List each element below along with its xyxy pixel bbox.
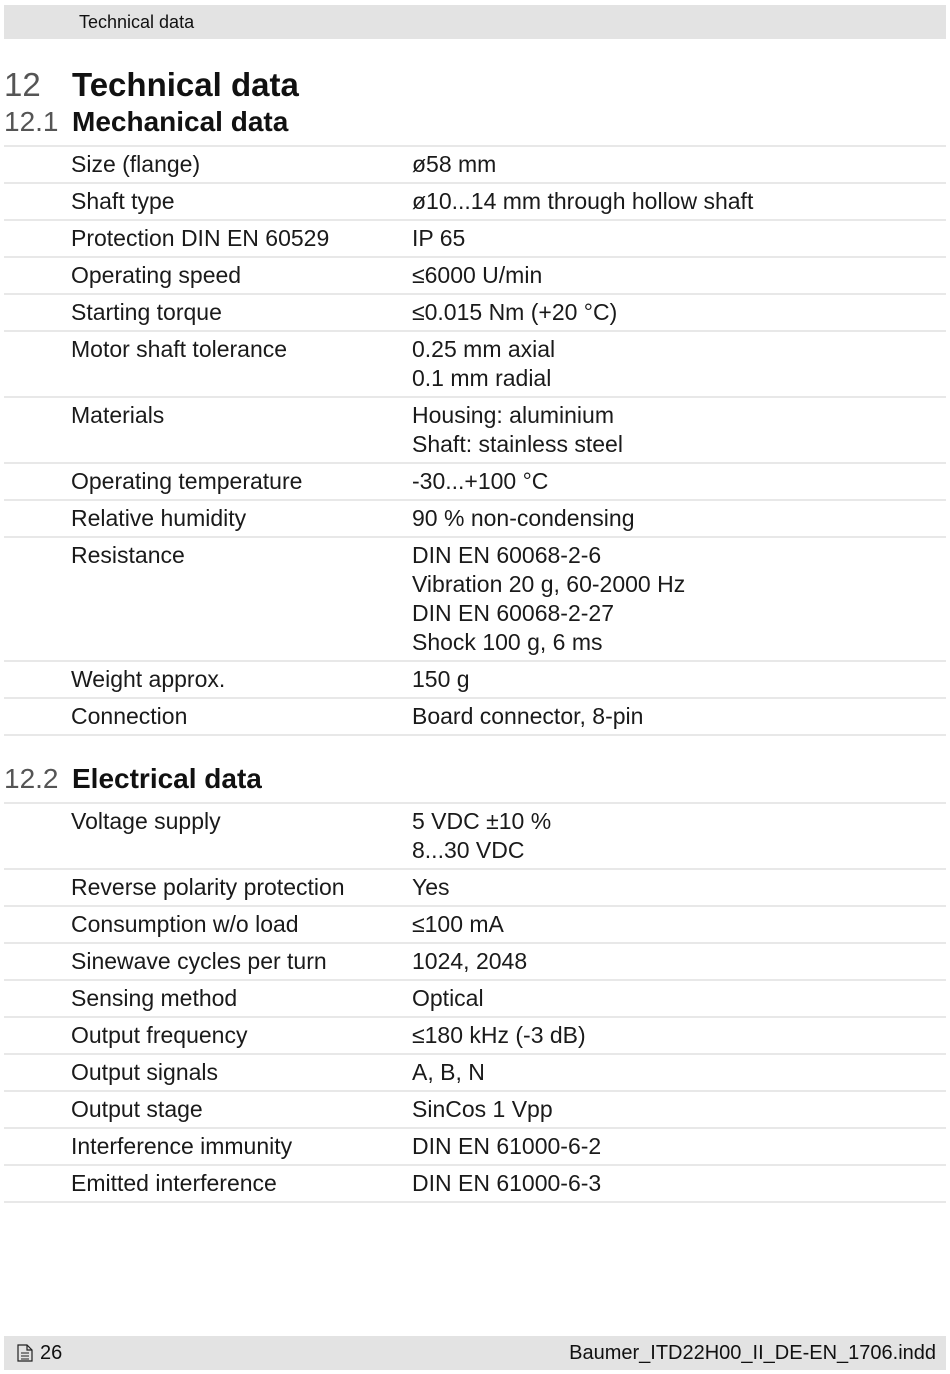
section-heading-electrical — [4, 763, 262, 795]
spec-value-line: 90 % non-condensing — [412, 505, 635, 531]
spec-value — [412, 1132, 946, 1161]
spec-value — [412, 541, 946, 657]
spec-label: Output frequency — [71, 1022, 248, 1048]
spec-value-line: DIN EN 60068-2-6 — [412, 542, 602, 568]
section-title: Electrical data — [72, 763, 262, 794]
spec-label: Voltage supply — [71, 808, 221, 834]
page-footer — [4, 1336, 946, 1370]
spec-value — [412, 1169, 946, 1198]
section-number: 12.2 — [4, 763, 59, 794]
spec-value-line: ø58 mm — [412, 151, 497, 177]
spec-value-line: DIN EN 61000-6-3 — [412, 1170, 602, 1196]
spec-value-line: Optical — [412, 985, 484, 1011]
spec-label: Sinewave cycles per turn — [71, 948, 327, 974]
spec-label: Output stage — [71, 1096, 203, 1122]
spec-value-line: Yes — [412, 874, 450, 900]
spec-value — [412, 1021, 946, 1050]
spec-value-line: Vibration 20 g, 60-2000 Hz — [412, 571, 686, 597]
spec-value-line: Housing: aluminium — [412, 402, 614, 428]
spec-value-line: ≤100 mA — [412, 911, 504, 937]
table-row — [4, 147, 946, 184]
spec-label: Protection DIN EN 60529 — [71, 225, 330, 251]
spec-value — [412, 947, 946, 976]
section-heading-mechanical — [4, 106, 288, 138]
spec-value-line: ≤0.015 Nm (+20 °C) — [412, 299, 618, 325]
spec-label: Sensing method — [71, 985, 238, 1011]
spec-label: Size (flange) — [71, 151, 201, 177]
table-row — [4, 870, 946, 907]
spec-value — [412, 224, 946, 253]
mechanical-data-table — [4, 145, 946, 736]
spec-value-line: -30...+100 °C — [412, 468, 549, 494]
spec-value — [412, 298, 946, 327]
spec-label: Resistance — [71, 542, 185, 568]
spec-value — [412, 665, 946, 694]
table-row — [4, 184, 946, 221]
table-row — [4, 907, 946, 944]
table-row — [4, 464, 946, 501]
spec-label: Starting torque — [71, 299, 222, 325]
spec-value — [412, 467, 946, 496]
spec-value-line: Shock 100 g, 6 ms — [412, 629, 603, 655]
spec-value-line: IP 65 — [412, 225, 466, 251]
spec-value-line: 150 g — [412, 666, 470, 692]
chapter-title: Technical data — [72, 66, 299, 103]
spec-value-line: 0.25 mm axial — [412, 336, 556, 362]
chapter-number: 12 — [4, 66, 41, 103]
spec-value — [412, 187, 946, 216]
spec-value-line: SinCos 1 Vpp — [412, 1096, 553, 1122]
spec-label: Interference immunity — [71, 1133, 293, 1159]
table-row — [4, 662, 946, 699]
spec-value-line: Board connector, 8-pin — [412, 703, 644, 729]
table-row — [4, 699, 946, 736]
spec-value — [412, 1095, 946, 1124]
table-row — [4, 398, 946, 464]
spec-value — [412, 401, 946, 459]
table-row — [4, 538, 946, 662]
spec-value-line: 8...30 VDC — [412, 837, 525, 863]
section-title: Mechanical data — [72, 106, 289, 137]
spec-label: Operating temperature — [71, 468, 303, 494]
spec-value-line: 5 VDC ±10 % — [412, 808, 552, 834]
table-row — [4, 1018, 946, 1055]
running-header — [4, 5, 946, 39]
spec-value — [412, 150, 946, 179]
spec-value — [412, 504, 946, 533]
spec-value — [412, 910, 946, 939]
spec-label: Output signals — [71, 1059, 219, 1085]
spec-value-line: A, B, N — [412, 1059, 485, 1085]
spec-value — [412, 1058, 946, 1087]
spec-value — [412, 873, 946, 902]
spec-value — [412, 807, 946, 865]
spec-label: Reverse polarity protection — [71, 874, 345, 900]
table-row — [4, 258, 946, 295]
table-row — [4, 1129, 946, 1166]
table-row — [4, 501, 946, 538]
spec-label: Connection — [71, 703, 188, 729]
spec-label: Motor shaft tolerance — [71, 336, 288, 362]
table-row — [4, 221, 946, 258]
document-icon — [17, 1344, 33, 1362]
table-row — [4, 332, 946, 398]
spec-value-line: DIN EN 60068-2-27 — [412, 600, 614, 626]
spec-value-line: ≤180 kHz (-3 dB) — [412, 1022, 586, 1048]
table-row — [4, 295, 946, 332]
file-name: Baumer_ITD22H00_II_DE-EN_1706.indd — [569, 1342, 936, 1364]
spec-label: Materials — [71, 402, 165, 428]
spec-value-line: 1024, 2048 — [412, 948, 528, 974]
spec-label: Consumption w/o load — [71, 911, 299, 937]
spec-value-line: ø10...14 mm through hollow shaft — [412, 188, 754, 214]
table-row — [4, 1055, 946, 1092]
spec-value-line: 0.1 mm radial — [412, 365, 552, 391]
spec-value-line: DIN EN 61000-6-2 — [412, 1133, 602, 1159]
table-row — [4, 1092, 946, 1129]
chapter-heading — [4, 66, 299, 104]
spec-value — [412, 261, 946, 290]
spec-label: Emitted interference — [71, 1170, 277, 1196]
spec-value-line: ≤6000 U/min — [412, 262, 543, 288]
electrical-data-table — [4, 802, 946, 1203]
table-row — [4, 944, 946, 981]
spec-label: Weight approx. — [71, 666, 226, 692]
spec-label: Operating speed — [71, 262, 242, 288]
spec-value — [412, 984, 946, 1013]
spec-value-line: Shaft: stainless steel — [412, 431, 623, 457]
table-row — [4, 804, 946, 870]
table-row — [4, 981, 946, 1018]
section-number: 12.1 — [4, 106, 59, 137]
table-row — [4, 1166, 946, 1203]
spec-label: Shaft type — [71, 188, 175, 214]
spec-label: Relative humidity — [71, 505, 247, 531]
spec-value — [412, 335, 946, 393]
running-header-title: Technical data — [79, 12, 195, 32]
spec-value — [412, 702, 946, 731]
page-number: 26 — [40, 1342, 63, 1364]
